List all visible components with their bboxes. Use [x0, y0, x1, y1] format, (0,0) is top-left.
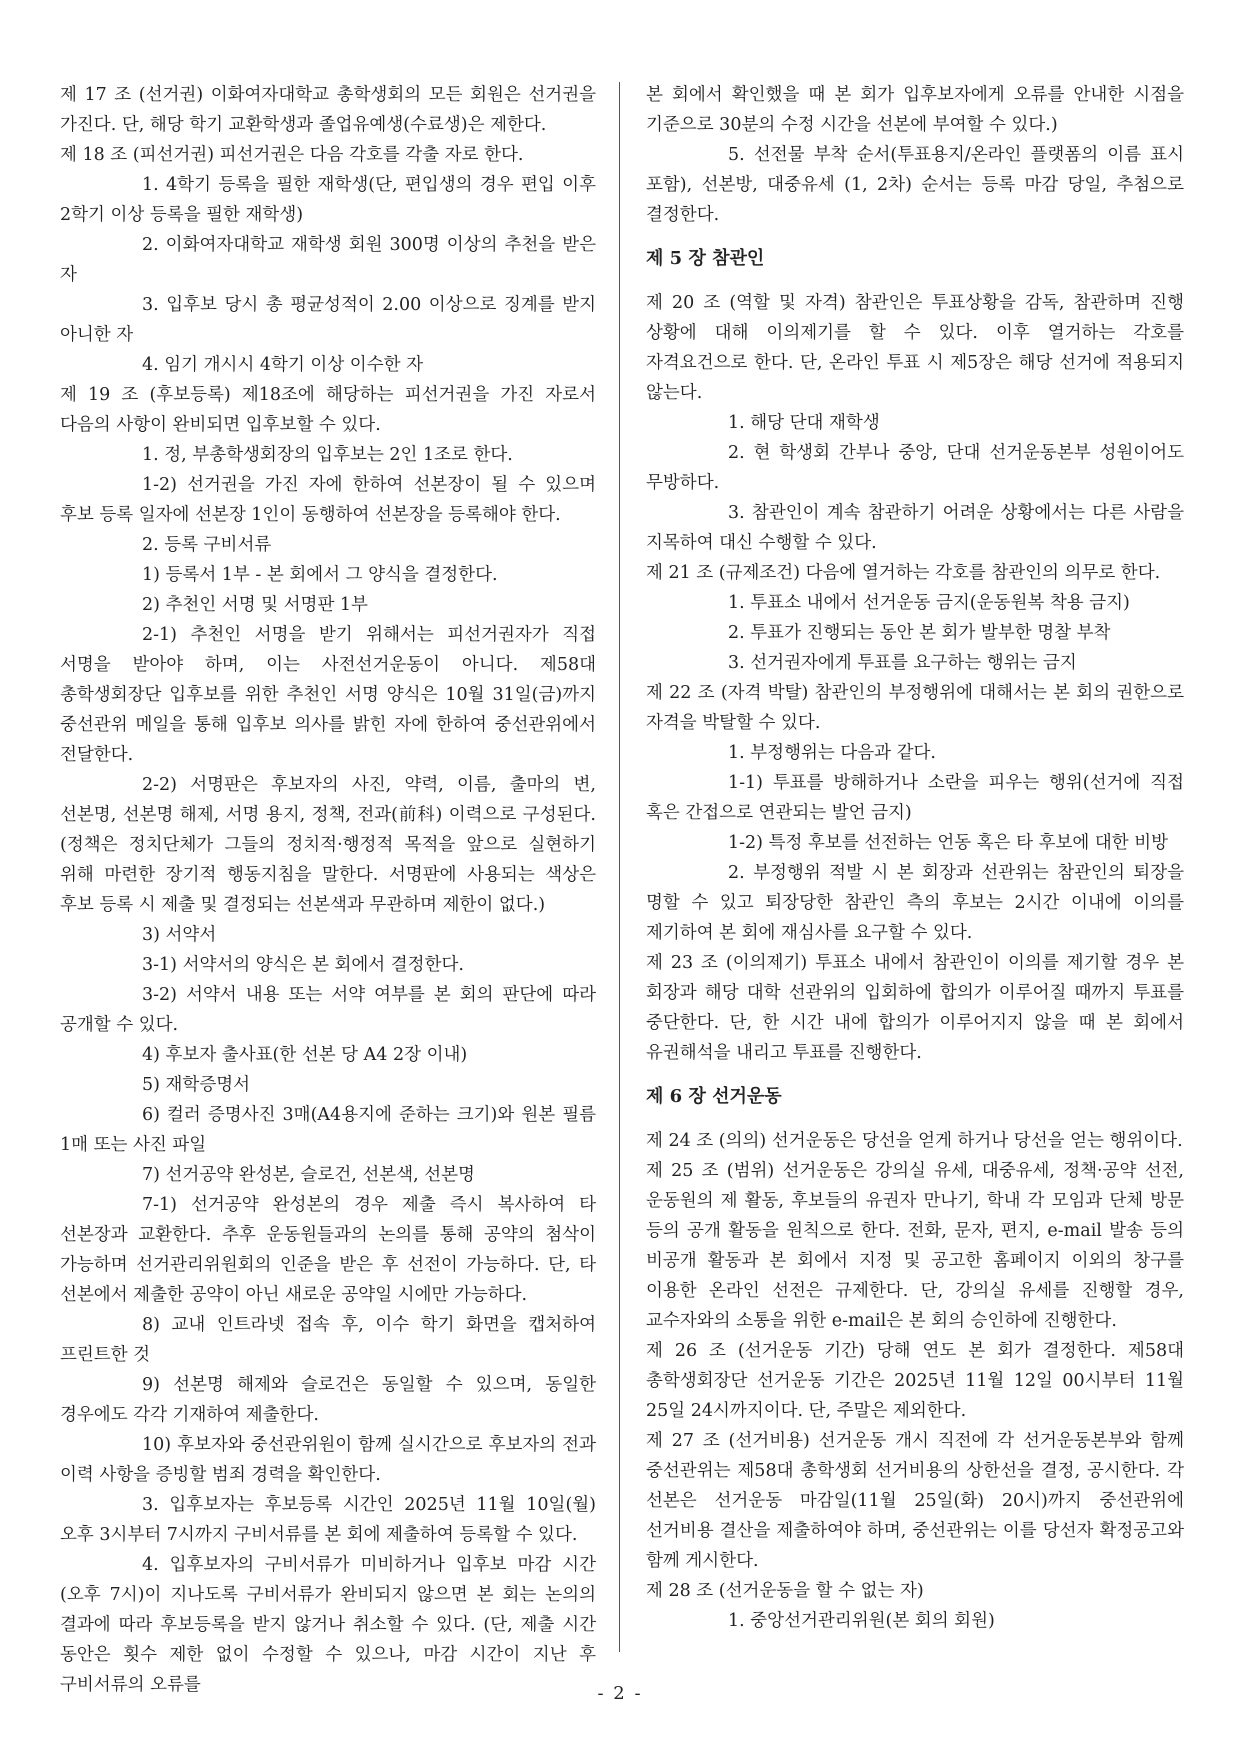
paragraph: 4) 후보자 출사표(한 선본 당 A4 2장 이내)	[142, 1045, 468, 1065]
paragraph: 2. 이화여자대학교 재학생 회원 300명 이상의 추천을 받은 자	[60, 235, 596, 285]
paragraph: 1. 4학기 등록을 필한 재학생(단, 편입생의 경우 편입 이후 2학기 이상 등록을 필한 재학생)	[60, 175, 596, 225]
paragraph: 1. 해당 단대 재학생	[728, 413, 880, 433]
paragraph: 1. 투표소 내에서 선거운동 금지(운동원복 착용 금지)	[728, 593, 1130, 613]
paragraph: 9) 선본명 해제와 슬로건은 동일할 수 있으며, 동일한 경우에도 각각 기재하여 제출한다.	[60, 1375, 596, 1425]
paragraph: 제 27 조 (선거비용) 선거운동 개시 직전에 각 선거운동본부와 함께 중선관위는 제58대 총학생회 선거비용의 상한선을 결정, 공시한다. 각 선본은 선거운동 마감일(11월 25일(화) 20시)까지 중선관위에 선거비용 결산을 제출하여야 하며, 중선관위는 이를 당선자 확정공고와 함께 게시한다.	[646, 1431, 1184, 1571]
paragraph: 3. 입후보자는 후보등록 시간인 2025년 11월 10일(월) 오후 3시부터 7시까지 구비서류를 본 회에 제출하여 등록할 수 있다.	[60, 1495, 596, 1545]
paragraph: 5. 선전물 부착 순서(투표용지/온라인 플랫폼의 이름 표시 포함), 선본방, 대중유세 (1, 2차) 순서는 등록 마감 당일, 추첨으로 결정한다.	[646, 145, 1184, 225]
paragraph: 2. 현 학생회 간부나 중앙, 단대 선거운동본부 성원이어도 무방하다.	[646, 443, 1184, 493]
paragraph: 4. 임기 개시시 4학기 이상 이수한 자	[142, 355, 423, 375]
page-number: - 2 -	[597, 1683, 643, 1704]
paragraph: 1. 중앙선거관리위원(본 회의 회원)	[728, 1611, 995, 1631]
paragraph: 2-2) 서명판은 후보자의 사진, 약력, 이름, 출마의 변, 선본명, 선본명 해제, 서명 용지, 정책, 전과(前科) 이력으로 구성된다. (정책은 정치단체가 그들의 정치적·행정적 목적을 앞으로 실현하기 위해 마련한 장기적 행동지침을 말한다. 서명판에 사용되는 색상은 후보 등록 시 제출 및 결정되는 선본색과 무관하며 제한이 없다.)	[60, 775, 596, 915]
paragraph: 1-1) 투표를 방해하거나 소란을 피우는 행위(선거에 직접 혹은 간접으로 연관되는 발언 금지)	[646, 773, 1184, 823]
paragraph: 제 26 조 (선거운동 기간) 당해 연도 본 회가 결정한다. 제58대 총학생회장단 선거운동 기간은 2025년 11월 12일 00시부터 11월 25일 24시까지이다. 단, 주말은 제외한다.	[646, 1341, 1184, 1421]
chapter-heading: 제 5 장 참관인	[646, 248, 765, 269]
paragraph: 1. 정, 부총학생회장의 입후보는 2인 1조로 한다.	[142, 445, 513, 465]
paragraph: 7-1) 선거공약 완성본의 경우 제출 즉시 복사하여 타 선본장과 교환한다. 추후 운동원들과의 논의를 통해 공약의 첨삭이 가능하며 선거관리위원회의 인준을 받은 후 선전이 가능하다. 단, 타 선본에서 제출한 공약이 아닌 새로운 공약일 시에만 가능하다.	[60, 1195, 596, 1305]
paragraph: 1-2) 선거권을 가진 자에 한하여 선본장이 될 수 있으며 후보 등록 일자에 선본장 1인이 동행하여 선본장을 등록해야 한다.	[60, 475, 596, 525]
paragraph: 본 회에서 확인했을 때 본 회가 입후보자에게 오류를 안내한 시점을 기준으로 30분의 수정 시간을 선본에 부여할 수 있다.)	[646, 85, 1184, 135]
paragraph: 3. 선거권자에게 투표를 요구하는 행위는 금지	[728, 653, 1077, 673]
paragraph: 3. 입후보 당시 총 평균성적이 2.00 이상으로 징계를 받지 아니한 자	[60, 295, 596, 345]
paragraph: 제 17 조 (선거권) 이화여자대학교 총학생회의 모든 회원은 선거권을 가진다. 단, 해당 학기 교환학생과 졸업유예생(수료생)은 제한다.	[60, 85, 596, 135]
paragraph: 1. 부정행위는 다음과 같다.	[728, 743, 936, 763]
paragraph: 제 23 조 (이의제기) 투표소 내에서 참관인이 이의를 제기할 경우 본 회장과 해당 대학 선관위의 입회하에 합의가 이루어질 때까지 투표를 중단한다. 단, 한 시간 내에 합의가 이루어지지 않을 때 본 회에서 유권해석을 내리고 투표를 진행한다.	[646, 953, 1184, 1063]
paragraph: 제 18 조 (피선거권) 피선거권은 다음 각호를 각출 자로 한다.	[60, 145, 524, 165]
paragraph: 1) 등록서 1부 - 본 회에서 그 양식을 결정한다.	[142, 565, 498, 585]
right-column	[646, 80, 1184, 1636]
paragraph: 제 21 조 (규제조건) 다음에 열거하는 각호를 참관인의 의무로 한다.	[646, 563, 1161, 583]
column-divider	[619, 82, 620, 1652]
paragraph: 3-2) 서약서 내용 또는 서약 여부를 본 회의 판단에 따라 공개할 수 있다.	[60, 985, 596, 1035]
paragraph: 제 19 조 (후보등록) 제18조에 해당하는 피선거권을 가진 자로서 다음의 사항이 완비되면 입후보할 수 있다.	[60, 385, 596, 435]
paragraph: 7) 선거공약 완성본, 슬로건, 선본색, 선본명	[142, 1165, 475, 1185]
paragraph: 10) 후보자와 중선관위원이 함께 실시간으로 후보자의 전과 이력 사항을 증빙할 범죄 경력을 확인한다.	[60, 1435, 596, 1485]
paragraph: 3-1) 서약서의 양식은 본 회에서 결정한다.	[142, 955, 464, 975]
paragraph: 3) 서약서	[142, 925, 217, 945]
chapter-heading: 제 6 장 선거운동	[646, 1086, 782, 1107]
paragraph: 5) 재학증명서	[142, 1075, 251, 1095]
paragraph: 4. 입후보자의 구비서류가 미비하거나 입후보 마감 시간 (오후 7시)이 지나도록 구비서류가 완비되지 않으면 본 회는 논의의 결과에 따라 후보등록을 받지 않거나 취소할 수 있다. (단, 제출 시간 동안은 횟수 제한 없이 수정할 수 있으나, 마감 시간이 지난 후 구비서류의 오류를	[60, 1555, 596, 1695]
paragraph: 제 24 조 (의의) 선거운동은 당선을 얻게 하거나 당선을 얻는 행위이다.	[646, 1131, 1183, 1151]
left-column	[60, 80, 596, 1700]
paragraph: 2) 추천인 서명 및 서명판 1부	[142, 595, 368, 615]
paragraph: 2-1) 추천인 서명을 받기 위해서는 피선거권자가 직접 서명을 받아야 하며, 이는 사전선거운동이 아니다. 제58대 총학생회장단 입후보를 위한 추천인 서명 양식은 10월 31일(금)까지 중선관위 메일을 통해 입후보 의사를 밝힌 자에 한하여 중선관위에서 전달한다.	[60, 625, 596, 765]
paragraph: 8) 교내 인트라넷 접속 후, 이수 학기 화면을 캡처하여 프린트한 것	[60, 1315, 596, 1365]
paragraph: 3. 참관인이 계속 참관하기 어려운 상황에서는 다른 사람을 지목하여 대신 수행할 수 있다.	[646, 503, 1184, 553]
paragraph: 2. 등록 구비서류	[142, 535, 272, 555]
paragraph: 2. 부정행위 적발 시 본 회장과 선관위는 참관인의 퇴장을 명할 수 있고 퇴장당한 참관인 측의 후보는 2시간 이내에 이의를 제기하여 본 회에 재심사를 요구할 수 있다.	[646, 863, 1184, 943]
paragraph: 2. 투표가 진행되는 동안 본 회가 발부한 명찰 부착	[728, 623, 1111, 643]
paragraph: 제 22 조 (자격 박탈) 참관인의 부정행위에 대해서는 본 회의 권한으로 자격을 박탈할 수 있다.	[646, 683, 1184, 733]
paragraph: 제 25 조 (범위) 선거운동은 강의실 유세, 대중유세, 정책·공약 선전, 운동원의 제 활동, 후보들의 유권자 만나기, 학내 각 모임과 단체 방문 등의 공개 활동을 원칙으로 한다. 전화, 문자, 편지, e-mail 발송 등의 비공개 활동과 본 회에서 지정 및 공고한 홈페이지 이외의 창구를 이용한 온라인 선전은 규제한다. 단, 강의실 유세를 진행할 경우, 교수자와의 소통을 위한 e-mail은 본 회의 승인하에 진행한다.	[646, 1161, 1184, 1331]
paragraph: 1-2) 특정 후보를 선전하는 언동 혹은 타 후보에 대한 비방	[728, 833, 1169, 853]
paragraph: 제 28 조 (선거운동을 할 수 없는 자)	[646, 1581, 924, 1601]
paragraph: 제 20 조 (역할 및 자격) 참관인은 투표상황을 감독, 참관하며 진행 상황에 대해 이의제기를 할 수 있다. 이후 열거하는 각호를 자격요건으로 한다. 단, 온라인 투표 시 제5장은 해당 선거에 적용되지 않는다.	[646, 293, 1184, 403]
paragraph: 6) 컬러 증명사진 3매(A4용지에 준하는 크기)와 원본 필름 1매 또는 사진 파일	[60, 1105, 596, 1155]
